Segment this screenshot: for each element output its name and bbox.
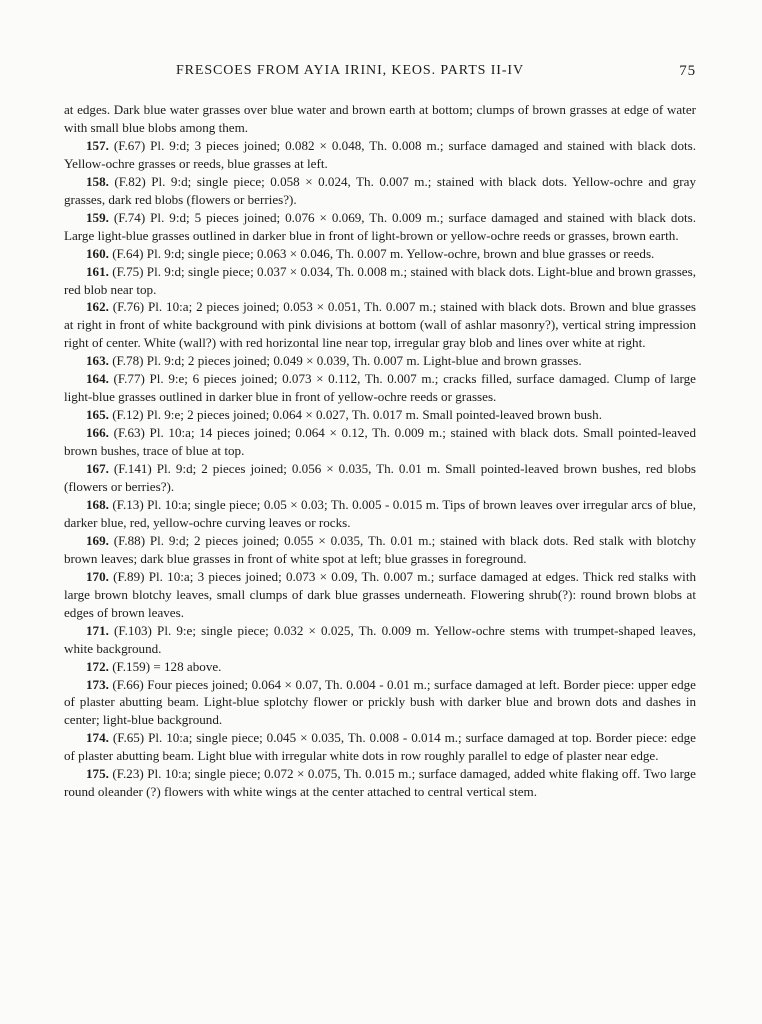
entry-number: 161. [86, 263, 109, 279]
entry-number: 163. [86, 353, 109, 369]
catalogue-entry [64, 658, 696, 676]
catalogue-entry [64, 532, 696, 568]
catalogue-entry [64, 263, 696, 299]
catalogue-entry [64, 298, 696, 352]
catalogue-entry [64, 676, 696, 730]
entry-text: (F.66) Four pieces joined; 0.064 × 0.07, Th. 0.004 - 0.01 m.; surface damaged at left. Border piece: upper edge of plaster abutting beam. Light-blue splotchy flower or prickly bush with darker blue and brown dots and dashes in center; light-blue background. [64, 676, 696, 728]
running-header [64, 63, 696, 83]
entry-number: 174. [86, 730, 109, 746]
entry-text: (F.64) Pl. 9:d; single piece; 0.063 × 0.046, Th. 0.007 m. Yellow-ochre, brown and blue grasses or reeds. [108, 245, 655, 261]
catalogue-entry [64, 137, 696, 173]
entry-text: (F.103) Pl. 9:e; single piece; 0.032 × 0.025, Th. 0.009 m. Yellow-ochre stems with trumpet-shaped leaves, white background. [64, 622, 696, 656]
entry-number: 165. [86, 407, 109, 423]
catalogue-entry [64, 245, 696, 263]
catalogue-entry [64, 424, 696, 460]
entry-text: (F.63) Pl. 10:a; 14 pieces joined; 0.064 × 0.12, Th. 0.009 m.; stained with black dots. Small pointed-leaved brown bushes, trace of blue at top. [64, 425, 696, 459]
catalogue-entry [64, 352, 696, 370]
entry-text: (F.74) Pl. 9:d; 5 pieces joined; 0.076 × 0.069, Th. 0.009 m.; surface damaged and stained with black dots. Large light-blue grasses outlined in darker blue in front of light-brown or yellow-ochre reeds or grasses, brown earth. [64, 209, 696, 243]
entry-number: 164. [86, 371, 109, 387]
entry-text: (F.89) Pl. 10:a; 3 pieces joined; 0.073 × 0.09, Th. 0.007 m.; surface damaged at edges. Thick red stalks with large brown blotchy leaves, small clumps of dark blue grasses underneath. Flowering shrub(?): round brown blobs at edges of brown leaves. [64, 568, 696, 620]
entry-text: (F.65) Pl. 10:a; single piece; 0.045 × 0.035, Th. 0.008 - 0.014 m.; surface damaged at top. Border piece: edge of plaster abutting beam. Light blue with irregular white dots in row roughly parallel to edge of plaster near edge. [64, 730, 696, 764]
entry-text: (F.78) Pl. 9:d; 2 pieces joined; 0.049 × 0.039, Th. 0.007 m. Light-blue and brown grasses. [108, 353, 582, 369]
running-title: FRESCOES FROM AYIA IRINI, KEOS. PARTS II-IV [176, 63, 524, 78]
entry-text: (F.75) Pl. 9:d; single piece; 0.037 × 0.034, Th. 0.008 m.; stained with black dots. Light-blue and brown grasses, red blob near top. [64, 263, 696, 297]
catalogue-entry [64, 209, 696, 245]
page-number: 75 [679, 63, 696, 79]
entry-text: (F.159) = 128 above. [108, 658, 222, 674]
entry-number: 159. [86, 209, 109, 225]
catalogue-entry [64, 568, 696, 622]
entry-text: (F.77) Pl. 9:e; 6 pieces joined; 0.073 × 0.112, Th. 0.007 m.; cracks filled, surface damaged. Clump of large light-blue grasses outlined in darker blue in front of yellow-ochre reeds or grasses. [64, 371, 696, 405]
entry-text: (F.13) Pl. 10:a; single piece; 0.05 × 0.03; Th. 0.005 - 0.015 m. Tips of brown leaves over irregular arcs of blue, darker blue, red, yellow-ochre curving leaves or rocks. [64, 496, 696, 530]
catalogue-entry [64, 496, 696, 532]
entry-number: 170. [86, 568, 109, 584]
entry-text: (F.23) Pl. 10:a; single piece; 0.072 × 0.075, Th. 0.015 m.; surface damaged, added white flaking off. Two large round oleander (?) flowers with white wings at the center attached to central vertical stem. [64, 766, 696, 800]
entry-text: (F.67) Pl. 9:d; 3 pieces joined; 0.082 × 0.048, Th. 0.008 m.; surface damaged and stained with black dots. Yellow-ochre grasses or reeds, blue grasses at left. [64, 137, 696, 171]
entry-number: 172. [86, 658, 109, 674]
entry-text: (F.12) Pl. 9:e; 2 pieces joined; 0.064 × 0.027, Th. 0.017 m. Small pointed-leaved brown bush. [108, 407, 602, 423]
entry-number: 175. [86, 766, 109, 782]
entry-number: 171. [86, 622, 109, 638]
entry-number: 169. [86, 532, 109, 548]
catalogue-text [64, 101, 696, 801]
entry-number: 157. [86, 137, 109, 153]
catalogue-entry [64, 370, 696, 406]
catalogue-entry [64, 460, 696, 496]
catalogue-entry [64, 729, 696, 765]
continuation-paragraph: at edges. Dark blue water grasses over blue water and brown earth at bottom; clumps of brown grasses at edge of water with small blue blobs among them. [64, 102, 696, 135]
entry-number: 168. [86, 496, 109, 512]
entry-number: 160. [86, 245, 109, 261]
entry-text: (F.141) Pl. 9:d; 2 pieces joined; 0.056 × 0.035, Th. 0.01 m. Small pointed-leaved brown bushes, red blobs (flowers or berries?). [64, 461, 696, 495]
entry-text: (F.82) Pl. 9:d; single piece; 0.058 × 0.024, Th. 0.007 m.; stained with black dots. Yellow-ochre and gray grasses, dark red blobs (flowers or berries?). [64, 173, 696, 207]
entry-number: 162. [86, 299, 109, 315]
entry-number: 166. [86, 425, 109, 441]
entry-number: 158. [86, 173, 109, 189]
entry-text: (F.88) Pl. 9:d; 2 pieces joined; 0.055 × 0.035, Th. 0.01 m.; stained with black dots. Red stalk with blotchy brown leaves; dark blue grasses in front of white spot at left; blue grasses in foreground. [64, 532, 696, 566]
entry-text: (F.76) Pl. 10:a; 2 pieces joined; 0.053 × 0.051, Th. 0.007 m.; stained with black dots. Brown and blue grasses at right in front of white background with pink divisions at bottom (wall of ashlar masonry?), vertical string impression right of center. White (wall?) with red horizontal line near top, irregular gray blob and lines over white at right. [64, 299, 696, 351]
catalogue-entry [64, 622, 696, 658]
catalogue-entry [64, 765, 696, 801]
entry-number: 173. [86, 676, 109, 692]
entry-number: 167. [86, 461, 109, 477]
catalogue-entry [64, 406, 696, 424]
catalogue-entry [64, 173, 696, 209]
